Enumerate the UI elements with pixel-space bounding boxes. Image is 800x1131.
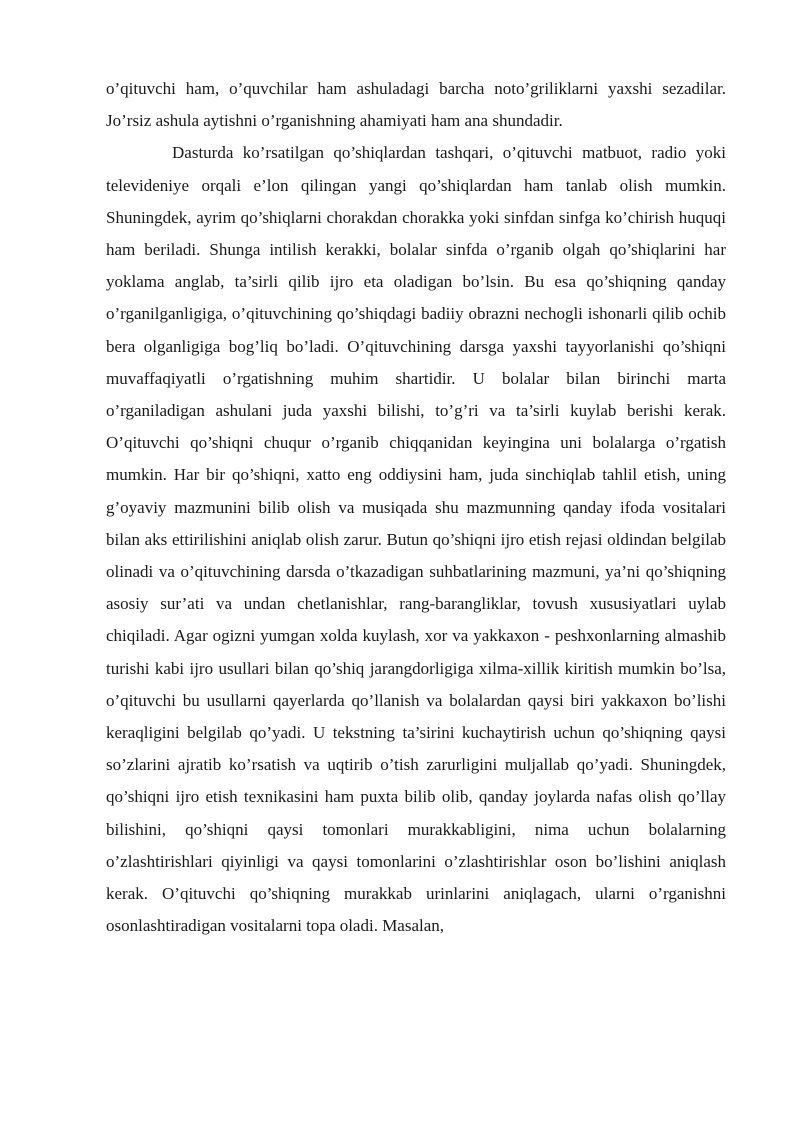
paragraph-main: Dasturda ko’rsatilgan qo’shiqlardan tashqari, o’qituvchi matbuot, radio yoki televideniye orqali e’lon qilingan yangi qo’shiqlardan ham tanlab olish mumkin. Shuningdek, ayrim qo’shiqlarni chorakdan chorakka yoki sinfdan sinfga ko’chirish huquqi ham beriladi. Shunga intilish kerakki, bolalar sinfda o’rganib olgah qo’shiqlarini har yoklama anglab, ta’sirli qilib ijro eta oladigan bo’lsin. Bu esa qo’shiqning qanday o’rganilganligiga, o’qituvchining qo’shiqdagi badiiy obrazni nechogli ishonarli qilib ochib bera olganligiga bog’liq bo’ladi. O’qituvchining darsga yaxshi tayyorlanishi qo’shiqni muvaffaqiyatli o’rgatishning muhim shartidir. U bolalar bilan birinchi marta o’rganiladigan ashulani juda yaxshi bilishi, to’g’ri va ta’sirli kuylab berishi kerak. O’qituvchi qo’shiqni chuqur o’rganib chiqqanidan keyingina uni bolalarga o’rgatish mumkin. Har bir qo’shiqni, xatto eng oddiysini ham, juda sinchiqlab tahlil etish, uning g’oyaviy mazmunini bilib olish va musiqada shu mazmunning qanday ifoda vositalari bilan aks ettirilishini aniqlab olish zarur. Butun qo’shiqni ijro etish rejasi oldindan belgilab olinadi va o’qituvchining darsda o’tkazadigan suhbatlarining mazmuni, ya’ni qo’shiqning asosiy sur’ati va undan chetlanishlar, rang-barangliklar, tovush xususiyatlari uylab chiqiladi. Agar ogizni yumgan xolda kuylash, xor va yakkaxon - peshxonlarning almashib turishi kabi ijro usullari bilan qo’shiq jarangdorligiga xilma-xillik kiritish mumkin bo’lsa, o’qituvchi bu usullarni qayerlarda qo’llanish va bolalardan qaysi biri yakkaxon bo’lishi keraqligini belgilab qo’yadi. U tekstning ta’sirini kuchaytirish uchun qo’shiqning qaysi so’zlarini ajratib ko’rsatish va uqtirib o’tish zarurligini muljallab qo’yadi. Shuningdek, qo’shiqni ijro etish texnikasini ham puxta bilib olib, qanday joylarda nafas olish qo’llay bilishini, qo’shiqni qaysi tomonlari murakkabligini, nima uchun bolalarning o’zlashtirishlari qiyinligi va qaysi tomonlarini o’zlashtirishlar oson bo’lishini aniqlash kerak. O’qituvchi qo’shiqning murakkab urinlarini aniqlagach, ularni o’rganishni osonlashtiradigan vositalarni topa oladi. Masalan, xyxy=(106,143,726,936)
paragraph-continuation: o’qituvchi ham, o’quvchilar ham ashuladagi barcha noto’griliklarni yaxshi sezadilar. Jo’rsiz ashula aytishni o’rganishning ahamiyati ham ana shundadir. xyxy=(106,79,726,131)
document-page xyxy=(106,73,726,942)
